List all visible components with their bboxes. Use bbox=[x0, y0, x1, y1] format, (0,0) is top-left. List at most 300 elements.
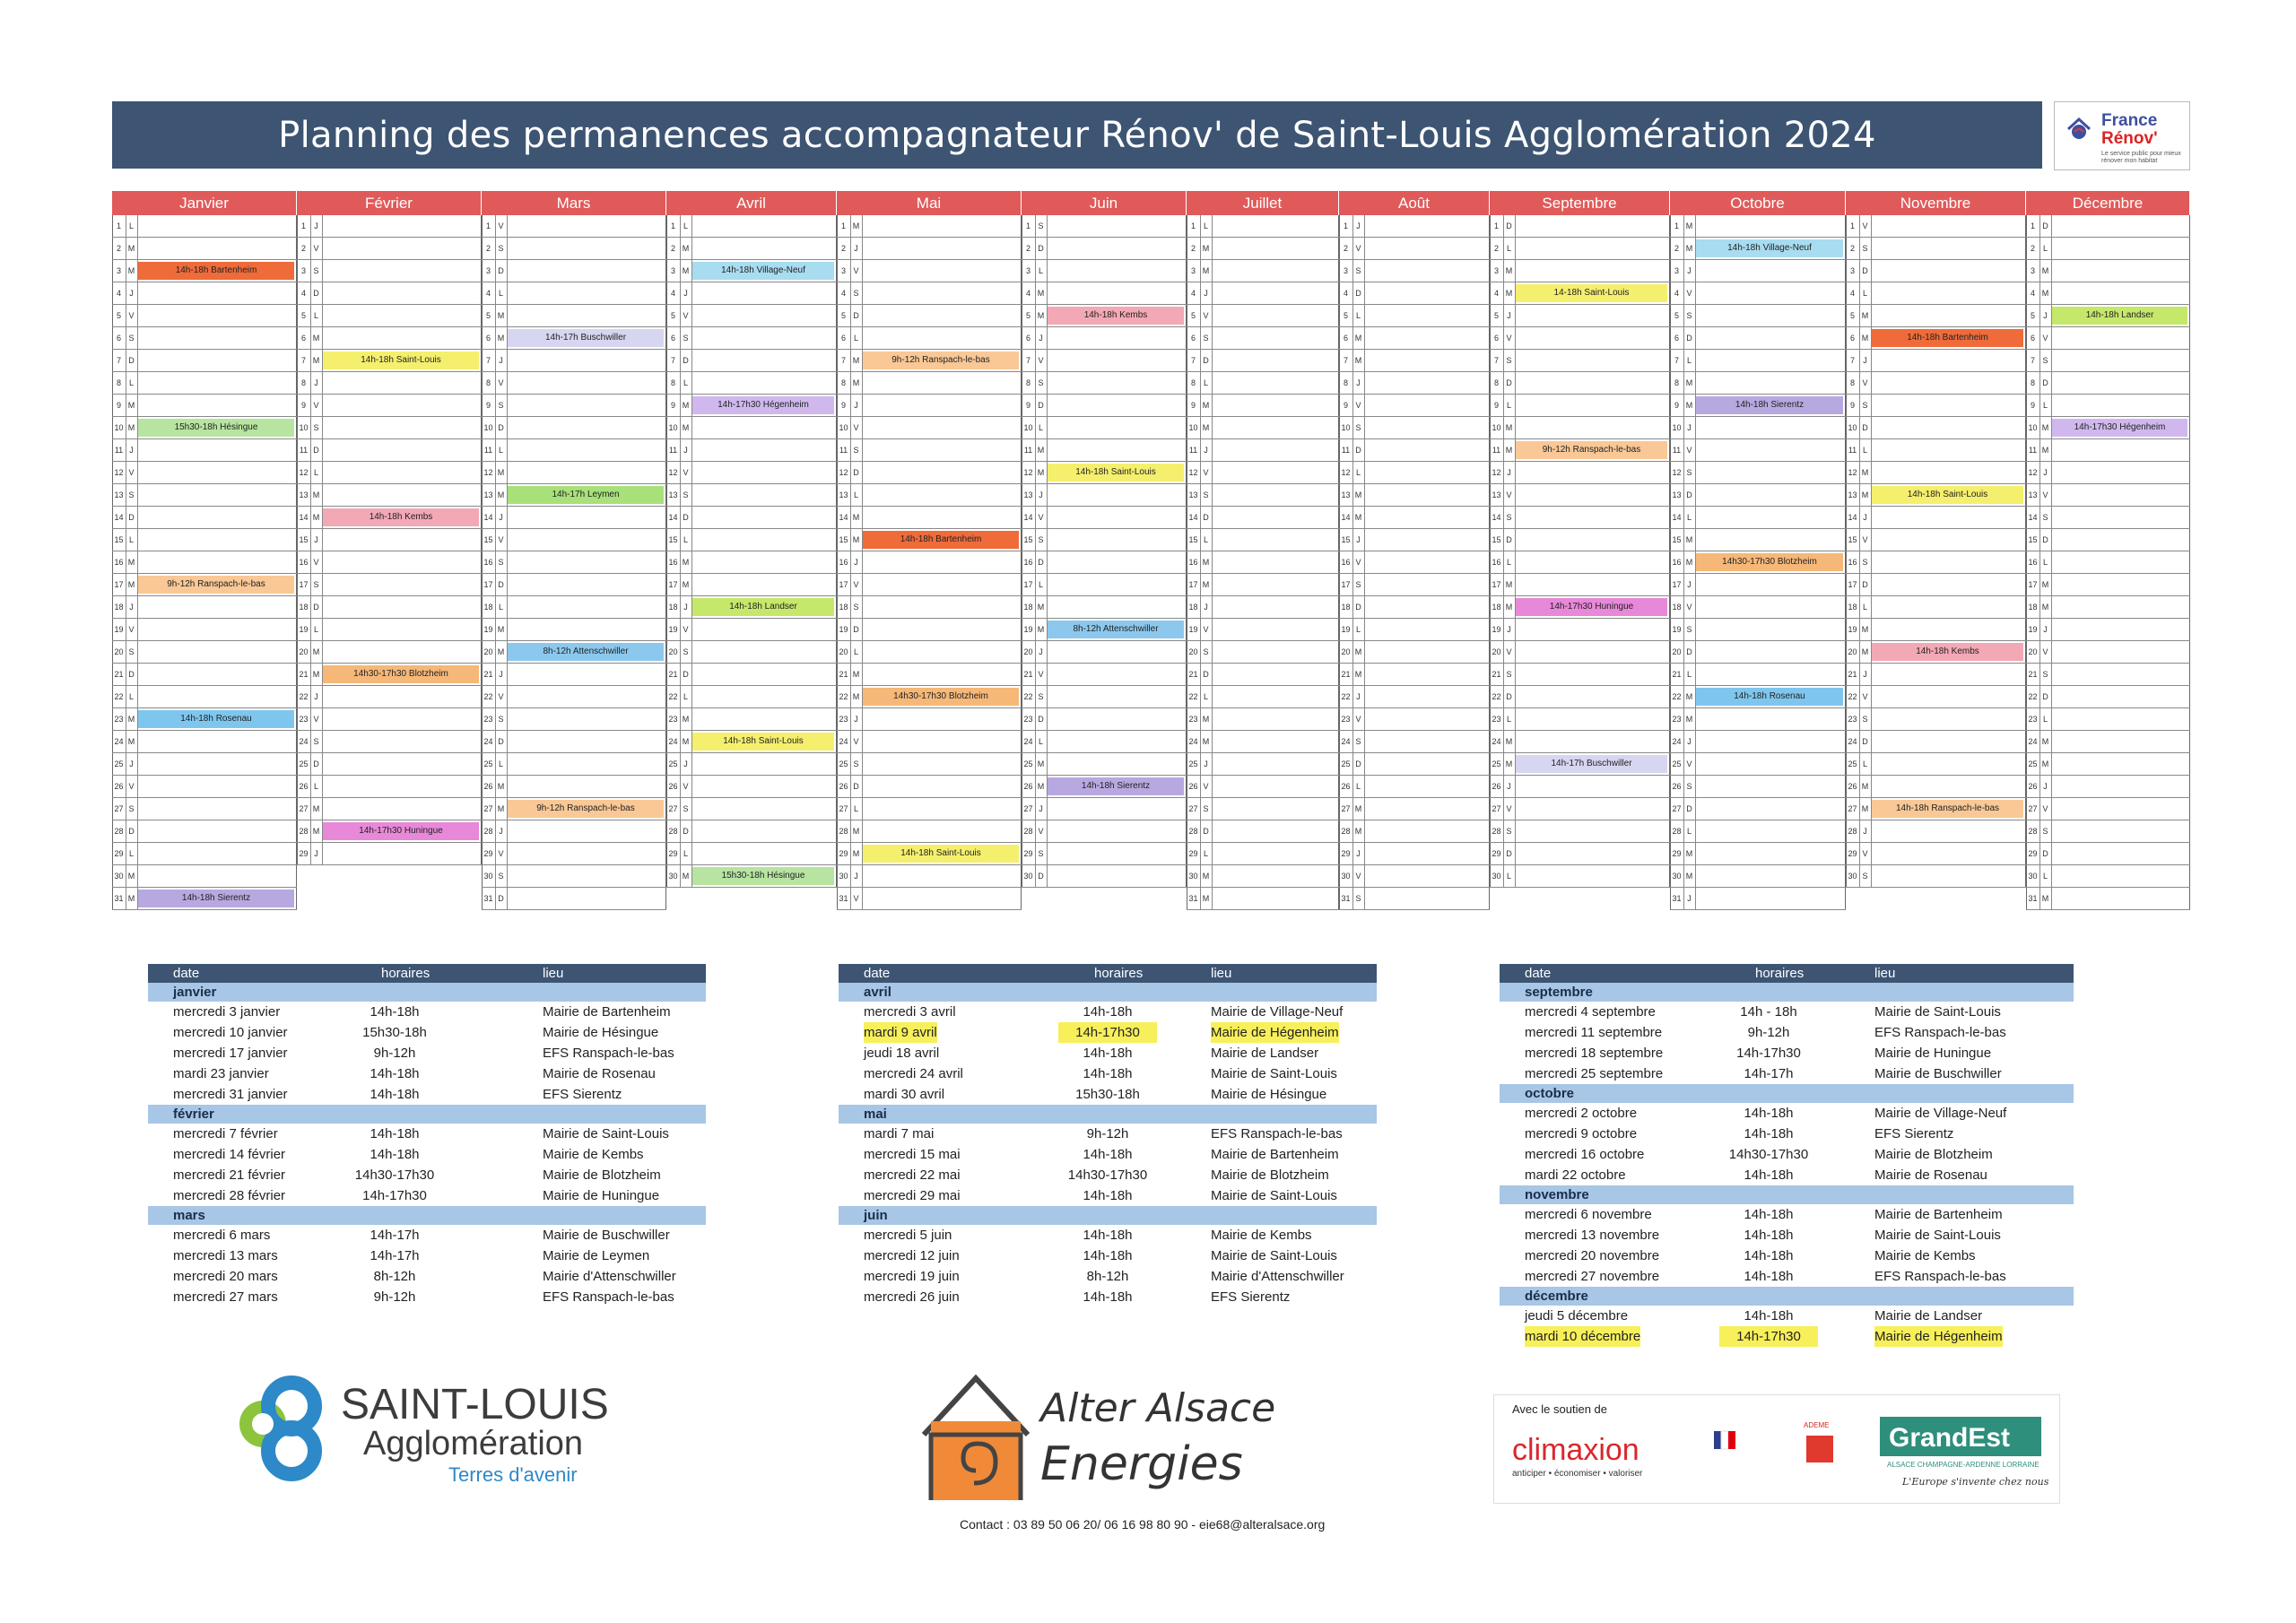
day-number: 14 bbox=[837, 507, 851, 528]
table-row bbox=[1500, 1124, 2074, 1144]
day-row bbox=[1670, 327, 1846, 350]
day-number: 27 bbox=[1187, 798, 1201, 820]
weekday-letter: V bbox=[1503, 327, 1516, 349]
republique-francaise-logo bbox=[1714, 1431, 1735, 1449]
day-row bbox=[297, 686, 482, 708]
day-number: 28 bbox=[1022, 820, 1036, 842]
day-number: 18 bbox=[1022, 596, 1036, 618]
day-number: 11 bbox=[297, 439, 311, 461]
place-cell: EFS Sierentz bbox=[543, 1087, 622, 1102]
weekday-letter: M bbox=[495, 619, 508, 640]
day-number: 17 bbox=[482, 574, 496, 595]
day-number: 25 bbox=[482, 753, 496, 775]
table-row bbox=[148, 1063, 706, 1084]
weekday-letter: D bbox=[310, 282, 323, 304]
weekday-letter: J bbox=[1035, 641, 1048, 663]
table-row bbox=[839, 1165, 1377, 1185]
day-row bbox=[1490, 327, 1670, 350]
day-row bbox=[1339, 439, 1490, 462]
table-row bbox=[1500, 1326, 2074, 1347]
table-row bbox=[839, 1185, 1377, 1206]
day-row bbox=[666, 238, 837, 260]
place-cell: Mairie de Rosenau bbox=[543, 1066, 656, 1081]
weekday-letter: L bbox=[1859, 596, 1872, 618]
weekday-letter: M bbox=[310, 798, 323, 820]
day-number: 4 bbox=[837, 282, 851, 304]
month-section-label: décembre bbox=[1525, 1289, 1588, 1304]
day-row bbox=[1846, 417, 2026, 439]
place-cell: Mairie de Kembs bbox=[1211, 1228, 1312, 1243]
calendar-event: 14h30-17h30 Blotzheim bbox=[863, 688, 1019, 706]
weekday-letter: S bbox=[680, 327, 692, 349]
day-row bbox=[2026, 686, 2190, 708]
day-number: 19 bbox=[1022, 619, 1036, 640]
day-number: 1 bbox=[1846, 215, 1860, 237]
day-number: 10 bbox=[1670, 417, 1684, 438]
calendar-event: 14h-18h Landser bbox=[692, 598, 834, 616]
day-number: 13 bbox=[1490, 484, 1504, 506]
day-number: 9 bbox=[1670, 395, 1684, 416]
weekday-letter: M bbox=[1503, 439, 1516, 461]
weekday-letter: L bbox=[310, 776, 323, 797]
day-number: 29 bbox=[1022, 843, 1036, 864]
day-row bbox=[1846, 664, 2026, 686]
weekday-letter: V bbox=[1859, 843, 1872, 864]
weekday-letter: D bbox=[1503, 843, 1516, 864]
weekday-letter: M bbox=[126, 551, 138, 573]
day-row bbox=[482, 865, 666, 888]
day-row bbox=[2026, 731, 2190, 753]
day-number: 16 bbox=[1846, 551, 1860, 573]
day-number: 24 bbox=[1490, 731, 1504, 752]
day-number: 26 bbox=[1490, 776, 1504, 797]
day-number: 15 bbox=[1339, 529, 1353, 551]
weekday-letter: S bbox=[1859, 865, 1872, 887]
weekday-letter: M bbox=[1503, 596, 1516, 618]
weekday-letter: J bbox=[1200, 596, 1213, 618]
day-row bbox=[1339, 596, 1490, 619]
day-row bbox=[837, 238, 1022, 260]
weekday-letter: L bbox=[126, 215, 138, 237]
weekday-letter: S bbox=[1035, 215, 1048, 237]
day-row bbox=[112, 776, 297, 798]
day-row bbox=[297, 596, 482, 619]
weekday-letter: S bbox=[680, 798, 692, 820]
weekday-letter: L bbox=[1035, 260, 1048, 282]
date-cell: mercredi 19 juin bbox=[864, 1269, 960, 1284]
weekday-letter: L bbox=[1200, 529, 1213, 551]
weekday-letter: S bbox=[2039, 820, 2052, 842]
day-number: 7 bbox=[297, 350, 311, 371]
day-number: 18 bbox=[482, 596, 496, 618]
weekday-letter: J bbox=[1503, 776, 1516, 797]
day-number: 9 bbox=[482, 395, 496, 416]
weekday-letter: M bbox=[1859, 327, 1872, 349]
day-number: 13 bbox=[1670, 484, 1684, 506]
day-number: 18 bbox=[837, 596, 851, 618]
calendar-event: 14h-18h Saint-Louis bbox=[1048, 464, 1184, 482]
day-row bbox=[1022, 574, 1187, 596]
day-row bbox=[1670, 619, 1846, 641]
day-number: 12 bbox=[297, 462, 311, 483]
day-row bbox=[1187, 395, 1339, 417]
month-column-2 bbox=[482, 191, 666, 903]
day-row bbox=[837, 708, 1022, 731]
calendar-event: 9h-12h Ranspach-le-bas bbox=[138, 576, 294, 594]
weekday-letter: D bbox=[1859, 574, 1872, 595]
day-number: 4 bbox=[1490, 282, 1504, 304]
day-number: 11 bbox=[1187, 439, 1201, 461]
day-row bbox=[1022, 282, 1187, 305]
day-number: 6 bbox=[1490, 327, 1504, 349]
day-number: 7 bbox=[666, 350, 681, 371]
day-number: 2 bbox=[666, 238, 681, 259]
weekday-letter: S bbox=[495, 708, 508, 730]
weekday-letter: V bbox=[495, 529, 508, 551]
day-row bbox=[1339, 529, 1490, 551]
weekday-letter: V bbox=[680, 305, 692, 326]
day-row bbox=[482, 731, 666, 753]
place-cell: Mairie de Bartenheim bbox=[1874, 1207, 2003, 1222]
weekday-letter: D bbox=[2039, 686, 2052, 707]
day-number: 12 bbox=[482, 462, 496, 483]
weekday-letter: D bbox=[2039, 843, 2052, 864]
day-row bbox=[837, 776, 1022, 798]
hours-cell: 9h-12h bbox=[1086, 1126, 1129, 1141]
day-row bbox=[482, 820, 666, 843]
place-cell: Mairie de Saint-Louis bbox=[1211, 1248, 1337, 1263]
day-row bbox=[837, 417, 1022, 439]
weekday-letter: D bbox=[2039, 215, 2052, 237]
weekday-letter: D bbox=[310, 753, 323, 775]
month-column-5 bbox=[1022, 191, 1187, 881]
weekday-letter: J bbox=[1035, 484, 1048, 506]
day-row bbox=[482, 664, 666, 686]
month-section-header bbox=[148, 1206, 706, 1225]
weekday-letter: S bbox=[495, 865, 508, 887]
day-number: 7 bbox=[1846, 350, 1860, 371]
day-number: 20 bbox=[1187, 641, 1201, 663]
day-number: 6 bbox=[1846, 327, 1860, 349]
day-number: 11 bbox=[2026, 439, 2040, 461]
weekday-letter: L bbox=[495, 596, 508, 618]
calendar-event: 14-18h Saint-Louis bbox=[1516, 284, 1667, 302]
weekday-letter: V bbox=[850, 888, 863, 909]
day-row bbox=[297, 664, 482, 686]
hours-cell: 15h30-18h bbox=[362, 1025, 427, 1040]
month-section-header bbox=[839, 1206, 1377, 1225]
weekday-letter: M bbox=[1683, 551, 1696, 573]
hours-cell: 14h-18h bbox=[1083, 1004, 1133, 1020]
weekday-letter: M bbox=[1683, 395, 1696, 416]
weekday-letter: J bbox=[1200, 282, 1213, 304]
day-number: 27 bbox=[297, 798, 311, 820]
day-number: 2 bbox=[1490, 238, 1504, 259]
day-row bbox=[112, 708, 297, 731]
calendar-event: 9h-12h Ranspach-le-bas bbox=[863, 352, 1019, 369]
day-row bbox=[482, 484, 666, 507]
table-row bbox=[148, 1002, 706, 1022]
day-number: 16 bbox=[1022, 551, 1036, 573]
day-number: 13 bbox=[1022, 484, 1036, 506]
weekday-letter: J bbox=[1859, 664, 1872, 685]
day-row bbox=[837, 888, 1022, 910]
day-row bbox=[1670, 238, 1846, 260]
weekday-letter: L bbox=[495, 439, 508, 461]
day-row bbox=[297, 843, 482, 865]
day-row bbox=[1490, 843, 1670, 865]
day-row bbox=[1490, 641, 1670, 664]
day-number: 5 bbox=[1846, 305, 1860, 326]
day-row bbox=[112, 596, 297, 619]
day-number: 7 bbox=[482, 350, 496, 371]
hours-cell: 14h-18h bbox=[370, 1004, 420, 1020]
day-row bbox=[112, 507, 297, 529]
day-number: 16 bbox=[1339, 551, 1353, 573]
weekday-letter: J bbox=[310, 686, 323, 707]
weekday-letter: D bbox=[1035, 551, 1048, 573]
day-row bbox=[1846, 507, 2026, 529]
weekday-letter: M bbox=[1352, 820, 1365, 842]
day-row bbox=[482, 798, 666, 820]
weekday-letter: L bbox=[1035, 574, 1048, 595]
day-number: 21 bbox=[1339, 664, 1353, 685]
day-row bbox=[837, 305, 1022, 327]
day-number: 31 bbox=[112, 888, 126, 909]
day-row bbox=[1339, 664, 1490, 686]
day-number: 17 bbox=[112, 574, 126, 595]
day-row bbox=[2026, 305, 2190, 327]
day-row bbox=[112, 260, 297, 282]
calendar-event: 14h30-17h30 Blotzheim bbox=[323, 665, 479, 683]
day-number: 13 bbox=[2026, 484, 2040, 506]
day-number: 6 bbox=[1022, 327, 1036, 349]
weekday-letter: D bbox=[680, 350, 692, 371]
day-number: 14 bbox=[1490, 507, 1504, 528]
day-number: 24 bbox=[112, 731, 126, 752]
day-row bbox=[2026, 843, 2190, 865]
weekday-letter: S bbox=[310, 731, 323, 752]
day-row bbox=[112, 417, 297, 439]
day-number: 17 bbox=[1187, 574, 1201, 595]
weekday-letter: M bbox=[1035, 439, 1048, 461]
day-number: 10 bbox=[2026, 417, 2040, 438]
weekday-letter: V bbox=[2039, 484, 2052, 506]
weekday-letter: M bbox=[1859, 484, 1872, 506]
day-number: 18 bbox=[112, 596, 126, 618]
day-number: 7 bbox=[1339, 350, 1353, 371]
day-row bbox=[112, 865, 297, 888]
day-number: 7 bbox=[1670, 350, 1684, 371]
weekday-letter: M bbox=[126, 238, 138, 259]
weekday-letter: M bbox=[1200, 731, 1213, 752]
weekday-letter: D bbox=[1035, 865, 1048, 887]
calendar-event: 14h-17h30 Hégenheim bbox=[2052, 419, 2187, 437]
place-cell: Mairie d'Attenschwiller bbox=[543, 1269, 676, 1284]
weekday-letter: L bbox=[1683, 820, 1696, 842]
day-row bbox=[1846, 462, 2026, 484]
day-number: 27 bbox=[1490, 798, 1504, 820]
day-number: 13 bbox=[666, 484, 681, 506]
hours-cell: 14h-18h bbox=[370, 1147, 420, 1162]
day-number: 9 bbox=[297, 395, 311, 416]
day-row bbox=[112, 574, 297, 596]
day-number: 9 bbox=[666, 395, 681, 416]
weekday-letter: M bbox=[1683, 865, 1696, 887]
day-number: 19 bbox=[1846, 619, 1860, 640]
day-number: 22 bbox=[2026, 686, 2040, 707]
day-number: 28 bbox=[666, 820, 681, 842]
day-row bbox=[1490, 260, 1670, 282]
day-number: 29 bbox=[1187, 843, 1201, 864]
weekday-letter: V bbox=[1035, 350, 1048, 371]
weekday-letter: S bbox=[680, 641, 692, 663]
weekday-letter: J bbox=[495, 507, 508, 528]
weekday-letter: M bbox=[495, 484, 508, 506]
day-row bbox=[1339, 619, 1490, 641]
day-row bbox=[1670, 731, 1846, 753]
day-row bbox=[297, 305, 482, 327]
day-number: 24 bbox=[1670, 731, 1684, 752]
weekday-letter: L bbox=[2039, 551, 2052, 573]
weekday-letter: M bbox=[126, 417, 138, 438]
day-number: 28 bbox=[1187, 820, 1201, 842]
table-row bbox=[1500, 1165, 2074, 1185]
day-number: 1 bbox=[1339, 215, 1353, 237]
weekday-letter: M bbox=[1200, 417, 1213, 438]
day-row bbox=[1339, 551, 1490, 574]
weekday-letter: L bbox=[850, 327, 863, 349]
calendar-event: 14h-18h Kembs bbox=[323, 508, 479, 526]
date-cell: mercredi 5 juin bbox=[864, 1228, 952, 1243]
weekday-letter: D bbox=[1683, 327, 1696, 349]
day-number: 22 bbox=[1670, 686, 1684, 707]
weekday-letter: L bbox=[2039, 395, 2052, 416]
day-row bbox=[482, 395, 666, 417]
day-number: 22 bbox=[1022, 686, 1036, 707]
day-number: 14 bbox=[1670, 507, 1684, 528]
date-cell: mercredi 17 janvier bbox=[173, 1046, 288, 1061]
calendar-event: 14h-18h Landser bbox=[2052, 307, 2187, 325]
day-row bbox=[666, 439, 837, 462]
weekday-letter: S bbox=[495, 551, 508, 573]
table-row bbox=[1500, 1002, 2074, 1022]
weekday-letter: S bbox=[850, 753, 863, 775]
weekday-letter: D bbox=[1200, 350, 1213, 371]
day-row bbox=[2026, 215, 2190, 238]
day-row bbox=[1670, 439, 1846, 462]
weekday-letter: S bbox=[1859, 551, 1872, 573]
month-section-label: novembre bbox=[1525, 1187, 1589, 1202]
weekday-letter: D bbox=[1200, 507, 1213, 528]
weekday-letter: M bbox=[1503, 731, 1516, 752]
day-row bbox=[297, 776, 482, 798]
day-row bbox=[666, 484, 837, 507]
day-row bbox=[297, 462, 482, 484]
weekday-letter: V bbox=[1200, 462, 1213, 483]
day-number: 20 bbox=[837, 641, 851, 663]
date-cell: mercredi 6 mars bbox=[173, 1228, 271, 1243]
day-row bbox=[837, 753, 1022, 776]
day-row bbox=[482, 439, 666, 462]
weekday-letter: D bbox=[126, 350, 138, 371]
place-cell: Mairie de Kembs bbox=[1874, 1248, 1976, 1263]
day-row bbox=[666, 215, 837, 238]
day-number: 19 bbox=[482, 619, 496, 640]
place-cell: Mairie de Huningue bbox=[1874, 1046, 1992, 1061]
day-number: 1 bbox=[482, 215, 496, 237]
day-row bbox=[1339, 798, 1490, 820]
month-section-header bbox=[1500, 1185, 2074, 1204]
day-number: 15 bbox=[1022, 529, 1036, 551]
day-row bbox=[482, 843, 666, 865]
month-section-label: septembre bbox=[1525, 985, 1593, 1000]
day-number: 26 bbox=[1670, 776, 1684, 797]
hours-cell: 14h-17h30 bbox=[1736, 1046, 1801, 1061]
weekday-letter: V bbox=[1352, 395, 1365, 416]
day-row bbox=[666, 776, 837, 798]
weekday-letter: S bbox=[126, 798, 138, 820]
day-number: 3 bbox=[482, 260, 496, 282]
weekday-letter: J bbox=[1035, 798, 1048, 820]
day-number: 17 bbox=[1339, 574, 1353, 595]
day-row bbox=[482, 776, 666, 798]
table-row bbox=[839, 1144, 1377, 1165]
day-row bbox=[482, 327, 666, 350]
weekday-letter: L bbox=[1683, 664, 1696, 685]
day-row bbox=[1187, 776, 1339, 798]
day-row bbox=[482, 282, 666, 305]
weekday-letter: M bbox=[310, 641, 323, 663]
month-section-label: janvier bbox=[173, 985, 217, 1000]
day-number: 5 bbox=[482, 305, 496, 326]
hours-cell: 14h-18h bbox=[1744, 1269, 1794, 1284]
place-cell: Mairie de Saint-Louis bbox=[1211, 1188, 1337, 1203]
weekday-letter: J bbox=[495, 350, 508, 371]
weekday-letter: M bbox=[680, 731, 692, 752]
day-row bbox=[1022, 439, 1187, 462]
day-number: 31 bbox=[2026, 888, 2040, 909]
day-row bbox=[837, 664, 1022, 686]
day-row bbox=[1670, 574, 1846, 596]
day-row bbox=[837, 462, 1022, 484]
day-number: 2 bbox=[112, 238, 126, 259]
table-row bbox=[148, 1043, 706, 1063]
day-number: 4 bbox=[297, 282, 311, 304]
weekday-letter: S bbox=[126, 484, 138, 506]
day-row bbox=[297, 238, 482, 260]
table-row bbox=[839, 1022, 1377, 1043]
calendar-event: 14h-18h Bartenheim bbox=[138, 262, 294, 280]
day-number: 8 bbox=[2026, 372, 2040, 394]
day-row bbox=[666, 619, 837, 641]
day-number: 18 bbox=[1846, 596, 1860, 618]
day-number: 12 bbox=[1670, 462, 1684, 483]
calendar-event: 14h-18h Sierentz bbox=[1048, 777, 1184, 795]
weekday-letter: J bbox=[2039, 305, 2052, 326]
day-number: 22 bbox=[837, 686, 851, 707]
day-number: 23 bbox=[1670, 708, 1684, 730]
day-row bbox=[1490, 664, 1670, 686]
day-number: 21 bbox=[1490, 664, 1504, 685]
date-cell: mercredi 12 juin bbox=[864, 1248, 960, 1263]
day-number: 6 bbox=[666, 327, 681, 349]
day-row bbox=[112, 664, 297, 686]
day-number: 30 bbox=[837, 865, 851, 887]
day-row bbox=[1187, 372, 1339, 395]
day-row bbox=[666, 731, 837, 753]
calendar-event: 15h30-18h Hésingue bbox=[138, 419, 294, 437]
